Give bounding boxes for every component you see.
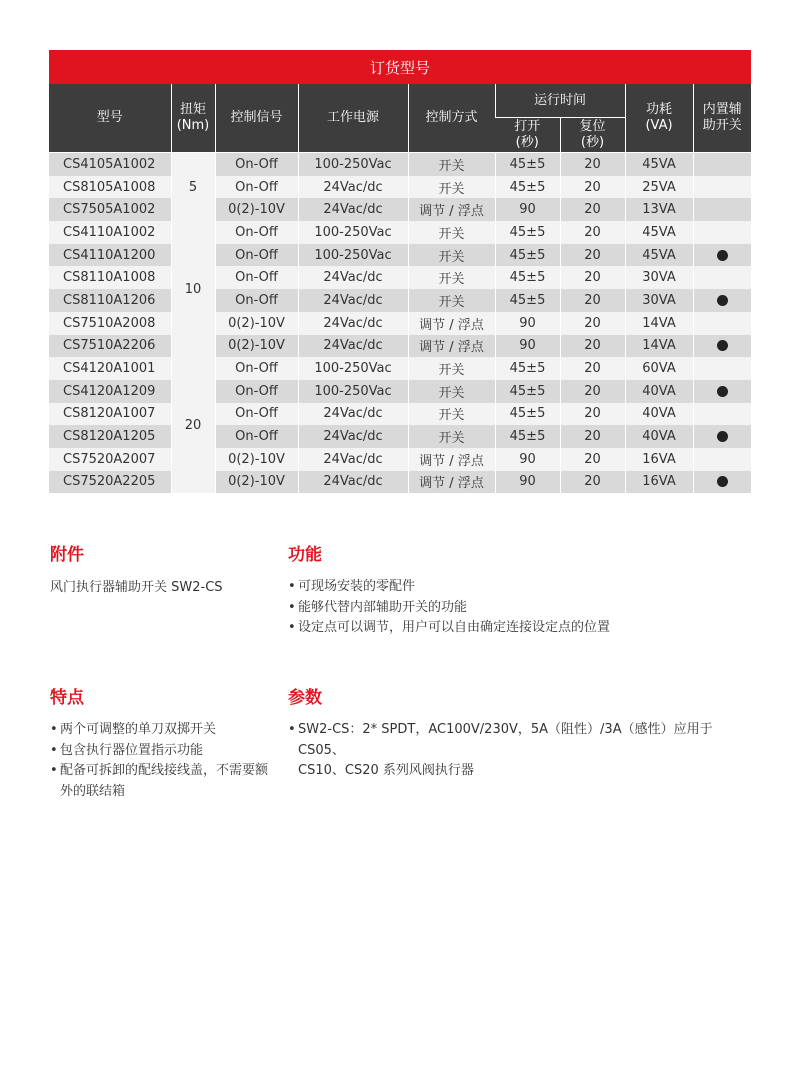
filled-circle-icon (717, 386, 728, 397)
open-time-cell: 45±5 (495, 221, 560, 244)
control-cell: 开关 (408, 244, 495, 267)
aux-switch-cell (693, 357, 751, 380)
open-time-cell: 90 (495, 448, 560, 471)
reset-time-cell: 20 (560, 289, 625, 312)
model-cell: CS4120A1209 (49, 380, 171, 403)
header-power: 工作电源 (298, 84, 408, 153)
signal-cell: On-Off (215, 176, 298, 199)
signal-cell: 0(2)-10V (215, 198, 298, 221)
table-row (49, 289, 751, 312)
signal-cell: On-Off (215, 403, 298, 426)
features-section (50, 683, 290, 802)
power-cell: 24Vac/dc (298, 425, 408, 448)
table-row (49, 198, 751, 221)
aux-switch-cell (693, 153, 751, 176)
signal-cell: On-Off (215, 153, 298, 176)
table-row (49, 357, 751, 380)
consumption-cell: 30VA (625, 289, 693, 312)
header-torque: 扭矩 (Nm) (171, 84, 215, 153)
power-cell: 24Vac/dc (298, 266, 408, 289)
control-cell: 开关 (408, 403, 495, 426)
control-cell: 开关 (408, 221, 495, 244)
aux-switch-cell (693, 425, 751, 448)
table-row (49, 335, 751, 358)
power-cell: 100-250Vac (298, 380, 408, 403)
control-cell: 开关 (408, 289, 495, 312)
features-title: 特点 (50, 688, 84, 708)
model-cell: CS7505A1002 (49, 198, 171, 221)
reset-time-cell: 20 (560, 266, 625, 289)
consumption-cell: 60VA (625, 357, 693, 380)
control-cell: 调节 / 浮点 (408, 471, 495, 494)
filled-circle-icon (717, 476, 728, 487)
reset-time-cell: 20 (560, 380, 625, 403)
open-time-cell: 45±5 (495, 176, 560, 199)
power-cell: 24Vac/dc (298, 448, 408, 471)
open-time-cell: 45±5 (495, 403, 560, 426)
open-time-cell: 90 (495, 471, 560, 494)
parameters-title: 参数 (288, 688, 322, 708)
header-signal: 控制信号 (215, 84, 298, 153)
open-time-cell: 45±5 (495, 266, 560, 289)
reset-time-cell: 20 (560, 448, 625, 471)
consumption-cell: 16VA (625, 448, 693, 471)
signal-cell: On-Off (215, 380, 298, 403)
consumption-cell: 45VA (625, 153, 693, 176)
reset-time-cell: 20 (560, 176, 625, 199)
signal-cell: 0(2)-10V (215, 312, 298, 335)
model-cell: CS7520A2205 (49, 471, 171, 494)
model-cell: CS8120A1205 (49, 425, 171, 448)
aux-switch-cell (693, 403, 751, 426)
aux-switch-cell (693, 471, 751, 494)
table-row (49, 448, 751, 471)
aux-switch-cell (693, 244, 751, 267)
open-time-cell: 90 (495, 198, 560, 221)
table-row (49, 153, 751, 176)
aux-switch-cell (693, 312, 751, 335)
power-cell: 24Vac/dc (298, 312, 408, 335)
table-row (49, 380, 751, 403)
signal-cell: On-Off (215, 289, 298, 312)
list-item: • 可现场安装的零配件 (288, 577, 758, 598)
model-cell: CS4105A1002 (49, 153, 171, 176)
consumption-cell: 30VA (625, 266, 693, 289)
header-control: 控制方式 (408, 84, 495, 153)
open-time-cell: 45±5 (495, 244, 560, 267)
reset-time-cell: 20 (560, 425, 625, 448)
list-item: • 配备可拆卸的配线接线盖，不需要额 外的联结箱 (50, 761, 290, 802)
model-cell: CS4110A1200 (49, 244, 171, 267)
open-time-cell: 45±5 (495, 357, 560, 380)
control-cell: 调节 / 浮点 (408, 198, 495, 221)
reset-time-cell: 20 (560, 471, 625, 494)
table-row (49, 425, 751, 448)
aux-switch-cell (693, 289, 751, 312)
power-cell: 24Vac/dc (298, 335, 408, 358)
table-row (49, 312, 751, 335)
reset-time-cell: 20 (560, 357, 625, 380)
table-row (49, 221, 751, 244)
control-cell: 调节 / 浮点 (408, 335, 495, 358)
power-cell: 100-250Vac (298, 221, 408, 244)
open-time-cell: 45±5 (495, 380, 560, 403)
model-cell: CS8105A1008 (49, 176, 171, 199)
list-item: • 设定点可以调节，用户可以自由确定连接设定点的位置 (288, 618, 758, 639)
power-cell: 24Vac/dc (298, 471, 408, 494)
functions-list (288, 577, 758, 639)
model-cell: CS4110A1002 (49, 221, 171, 244)
power-cell: 24Vac/dc (298, 198, 408, 221)
consumption-cell: 45VA (625, 221, 693, 244)
open-time-cell: 45±5 (495, 425, 560, 448)
parameters-list (288, 720, 758, 782)
list-item: • 能够代替内部辅助开关的功能 (288, 598, 758, 619)
reset-time-cell: 20 (560, 335, 625, 358)
power-cell: 100-250Vac (298, 244, 408, 267)
signal-cell: On-Off (215, 357, 298, 380)
header-open: 打开 (秒) (495, 118, 560, 153)
model-cell: CS7510A2206 (49, 335, 171, 358)
model-cell: CS8110A1206 (49, 289, 171, 312)
open-time-cell: 45±5 (495, 153, 560, 176)
aux-switch-cell (693, 266, 751, 289)
control-cell: 开关 (408, 176, 495, 199)
aux-switch-cell (693, 335, 751, 358)
filled-circle-icon (717, 295, 728, 306)
power-cell: 24Vac/dc (298, 176, 408, 199)
control-cell: 开关 (408, 357, 495, 380)
consumption-cell: 40VA (625, 425, 693, 448)
model-cell: CS8120A1007 (49, 403, 171, 426)
consumption-cell: 14VA (625, 312, 693, 335)
consumption-cell: 25VA (625, 176, 693, 199)
functions-title: 功能 (288, 545, 322, 565)
signal-cell: On-Off (215, 266, 298, 289)
reset-time-cell: 20 (560, 244, 625, 267)
power-cell: 100-250Vac (298, 153, 408, 176)
header-model: 型号 (49, 84, 171, 153)
header-consumption: 功耗 (VA) (625, 84, 693, 153)
aux-switch-cell (693, 221, 751, 244)
control-cell: 开关 (408, 425, 495, 448)
parameters-section (288, 683, 758, 782)
list-item: • SW2-CS：2* SPDT，AC100V/230V，5A（阻性）/3A（感性）应用于 CS05、 CS10、CS20 系列风阀执行器 (288, 720, 758, 782)
table-row (49, 176, 751, 199)
reset-time-cell: 20 (560, 153, 625, 176)
power-cell: 100-250Vac (298, 357, 408, 380)
accessories-text: 风门执行器辅助开关 SW2-CS (50, 580, 223, 595)
functions-section (288, 540, 758, 639)
list-item: • 包含执行器位置指示功能 (50, 741, 290, 762)
reset-time-cell: 20 (560, 312, 625, 335)
aux-switch-cell (693, 176, 751, 199)
filled-circle-icon (717, 340, 728, 351)
torque-cell: 5 (171, 153, 215, 222)
torque-cell: 20 (171, 357, 215, 493)
reset-time-cell: 20 (560, 198, 625, 221)
signal-cell: On-Off (215, 244, 298, 267)
table-row (49, 244, 751, 267)
consumption-cell: 45VA (625, 244, 693, 267)
open-time-cell: 90 (495, 312, 560, 335)
signal-cell: 0(2)-10V (215, 335, 298, 358)
aux-switch-cell (693, 380, 751, 403)
filled-circle-icon (717, 431, 728, 442)
control-cell: 开关 (408, 266, 495, 289)
header-aux-switch: 内置辅 助开关 (693, 84, 751, 153)
model-cell: CS7520A2007 (49, 448, 171, 471)
consumption-cell: 16VA (625, 471, 693, 494)
control-cell: 调节 / 浮点 (408, 312, 495, 335)
table-body (49, 153, 751, 494)
model-cell: CS8110A1008 (49, 266, 171, 289)
table-row (49, 471, 751, 494)
list-item: • 两个可调整的单刀双掷开关 (50, 720, 290, 741)
control-cell: 调节 / 浮点 (408, 448, 495, 471)
filled-circle-icon (717, 250, 728, 261)
signal-cell: 0(2)-10V (215, 471, 298, 494)
signal-cell: On-Off (215, 425, 298, 448)
signal-cell: 0(2)-10V (215, 448, 298, 471)
control-cell: 开关 (408, 153, 495, 176)
control-cell: 开关 (408, 380, 495, 403)
power-cell: 24Vac/dc (298, 403, 408, 426)
power-cell: 24Vac/dc (298, 289, 408, 312)
accessories-title: 附件 (50, 545, 84, 565)
reset-time-cell: 20 (560, 221, 625, 244)
signal-cell: On-Off (215, 221, 298, 244)
torque-cell: 10 (171, 221, 215, 357)
features-list (50, 720, 290, 802)
table-row (49, 266, 751, 289)
accessories-section (50, 540, 270, 598)
model-cell: CS7510A2008 (49, 312, 171, 335)
header-runtime: 运行时间 (495, 84, 625, 118)
consumption-cell: 14VA (625, 335, 693, 358)
header-reset: 复位 (秒) (560, 118, 625, 153)
table-row (49, 403, 751, 426)
aux-switch-cell (693, 448, 751, 471)
model-cell: CS4120A1001 (49, 357, 171, 380)
consumption-cell: 40VA (625, 380, 693, 403)
reset-time-cell: 20 (560, 403, 625, 426)
order-models-table (49, 50, 751, 493)
aux-switch-cell (693, 198, 751, 221)
consumption-cell: 40VA (625, 403, 693, 426)
consumption-cell: 13VA (625, 198, 693, 221)
open-time-cell: 45±5 (495, 289, 560, 312)
table-title: 订货型号 (49, 50, 751, 84)
open-time-cell: 90 (495, 335, 560, 358)
